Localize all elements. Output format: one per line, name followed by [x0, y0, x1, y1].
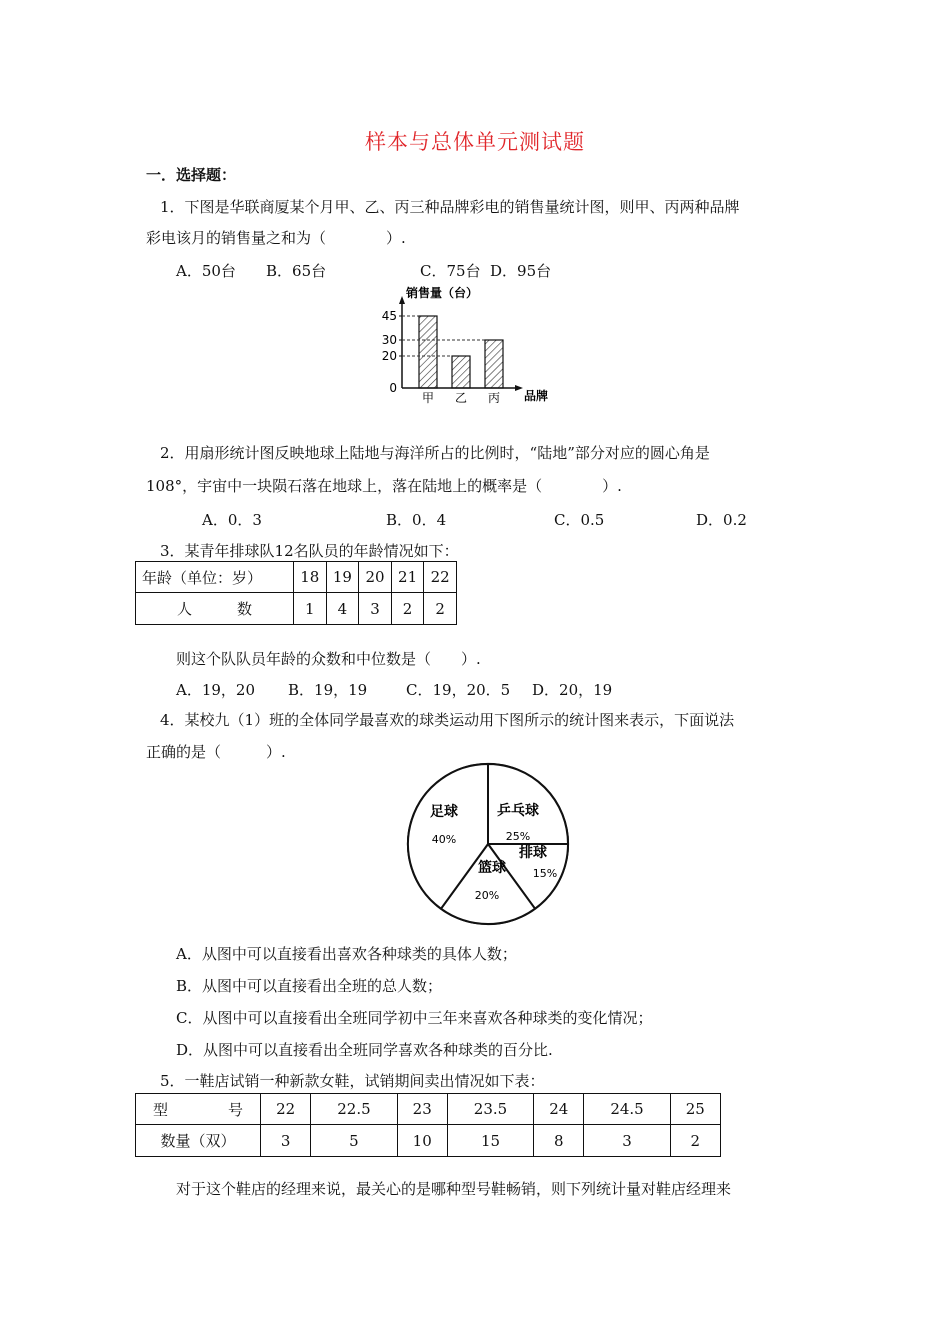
- pie-slice-label: 足球: [430, 804, 458, 820]
- pie-chart: [398, 760, 578, 930]
- shoe-table: [135, 1093, 721, 1157]
- table-row: [136, 1094, 721, 1125]
- q1-option-a: A．50台: [176, 262, 236, 280]
- q3-option-a: A．19，20: [176, 681, 256, 699]
- table-cell: 10: [397, 1125, 447, 1157]
- q4-option-d: D．从图中可以直接看出全班同学喜欢各种球类的百分比.: [176, 1041, 553, 1059]
- y-tick-label: 45: [381, 309, 397, 323]
- q2-option-c: C．0.5: [554, 511, 605, 529]
- table-cell: 8: [534, 1125, 584, 1157]
- x-axis-arrow-icon: [515, 385, 523, 391]
- q3-intro: 3．某青年排球队12名队员的年龄情况如下：: [160, 542, 459, 560]
- q1-line1: 1．下图是华联商厦某个月甲、乙、丙三种品牌彩电的销售量统计图，则甲、丙两种品牌: [160, 198, 740, 216]
- y-tick-label: 20: [381, 349, 397, 363]
- q2-line2: 108°，宇宙中一块陨石落在地球上，落在陆地上的概率是（ ）.: [146, 477, 622, 495]
- table-cell: 21: [391, 562, 424, 593]
- pie-slice-label: 乒乓球: [497, 803, 539, 819]
- pie-slice-percent: 40%: [431, 833, 457, 846]
- table-cell: 15: [447, 1125, 533, 1157]
- q4-line2: 正确的是（ ）.: [146, 743, 286, 761]
- table-cell: 19: [326, 562, 359, 593]
- q2-option-a: A．0．3: [202, 511, 262, 529]
- table-header-cell: 人 数: [136, 593, 294, 625]
- chart-xlabel: 品牌: [524, 389, 549, 403]
- table-header-cell: 年龄（单位：岁）: [136, 562, 294, 593]
- q4-option-c: C．从图中可以直接看出全班同学初中三年来喜欢各种球类的变化情况；: [176, 1009, 653, 1027]
- pie-slice-percent: 15%: [532, 867, 558, 880]
- x-tick-label: 丙: [487, 391, 501, 405]
- table-row: [136, 593, 457, 625]
- table-cell: 2: [391, 593, 424, 625]
- table-cell: 18: [294, 562, 327, 593]
- table-cell: 24.5: [584, 1094, 670, 1125]
- q3-option-b: B．19，19: [288, 681, 368, 699]
- table-cell: 25: [670, 1094, 720, 1125]
- table-row: [136, 1125, 721, 1157]
- y-axis-arrow-icon: [399, 296, 405, 304]
- table-cell: 3: [584, 1125, 670, 1157]
- table-cell: 2: [424, 593, 457, 625]
- pie-slice-percent: 25%: [505, 830, 531, 843]
- section-heading: 一．选择题：: [146, 166, 237, 184]
- q5-text: 对于这个鞋店的经理来说，最关心的是哪种型号鞋畅销，则下列统计量对鞋店经理来: [176, 1180, 732, 1198]
- table-cell: 20: [359, 562, 392, 593]
- q3-option-d: D．20，19: [532, 681, 613, 699]
- chart-ylabel: 销售量（台）: [406, 286, 479, 300]
- table-cell: 22: [424, 562, 457, 593]
- table-cell: 24: [534, 1094, 584, 1125]
- table-cell: 3: [261, 1125, 311, 1157]
- y-tick-label: 0: [389, 381, 397, 395]
- table-header-cell: 数量（双）: [136, 1125, 261, 1157]
- bar: [419, 316, 437, 388]
- x-tick-label: 乙: [454, 391, 468, 405]
- q2-option-b: B．0．4: [386, 511, 447, 529]
- table-cell: 22.5: [311, 1094, 397, 1125]
- page-title: 样本与总体单元测试题: [365, 130, 585, 154]
- q1-line2: 彩电该月的销售量之和为（ ）.: [146, 229, 406, 247]
- q2-line1: 2．用扇形统计图反映地球上陆地与海洋所占的比例时，“陆地”部分对应的圆心角是: [160, 444, 710, 462]
- q3-option-c: C．19，20．5: [406, 681, 511, 699]
- q2-option-d: D．0.2: [696, 511, 747, 529]
- bar: [485, 340, 503, 388]
- q5-intro: 5．一鞋店试销一种新款女鞋，试销期间卖出情况如下表：: [160, 1072, 545, 1090]
- q1-option-c: C．75台: [420, 262, 481, 280]
- q4-option-a: A．从图中可以直接看出喜欢各种球类的具体人数；: [176, 945, 517, 963]
- pie-slice-label: 排球: [519, 845, 547, 861]
- q1-option-d: D．95台: [490, 262, 552, 280]
- age-table: [135, 561, 457, 625]
- q4-option-b: B．从图中可以直接看出全班的总人数；: [176, 977, 443, 995]
- table-header-cell: 型 号: [136, 1094, 261, 1125]
- table-cell: 22: [261, 1094, 311, 1125]
- table-cell: 1: [294, 593, 327, 625]
- q4-line1: 4．某校九（1）班的全体同学最喜欢的球类运动用下图所示的统计图来表示，下面说法: [160, 711, 735, 729]
- table-row: [136, 562, 457, 593]
- pie-slice-percent: 20%: [474, 889, 500, 902]
- pie-slice-label: 篮球: [478, 860, 506, 876]
- q1-option-b: B．65台: [266, 262, 327, 280]
- table-cell: 2: [670, 1125, 720, 1157]
- table-cell: 5: [311, 1125, 397, 1157]
- table-cell: 3: [359, 593, 392, 625]
- table-cell: 23: [397, 1094, 447, 1125]
- bar-chart: [372, 280, 582, 410]
- x-tick-label: 甲: [421, 391, 435, 405]
- table-cell: 23.5: [447, 1094, 533, 1125]
- table-cell: 4: [326, 593, 359, 625]
- bar: [452, 356, 470, 388]
- q3-question: 则这个队队员年龄的众数和中位数是（ ）.: [176, 650, 481, 668]
- y-tick-label: 30: [381, 333, 397, 347]
